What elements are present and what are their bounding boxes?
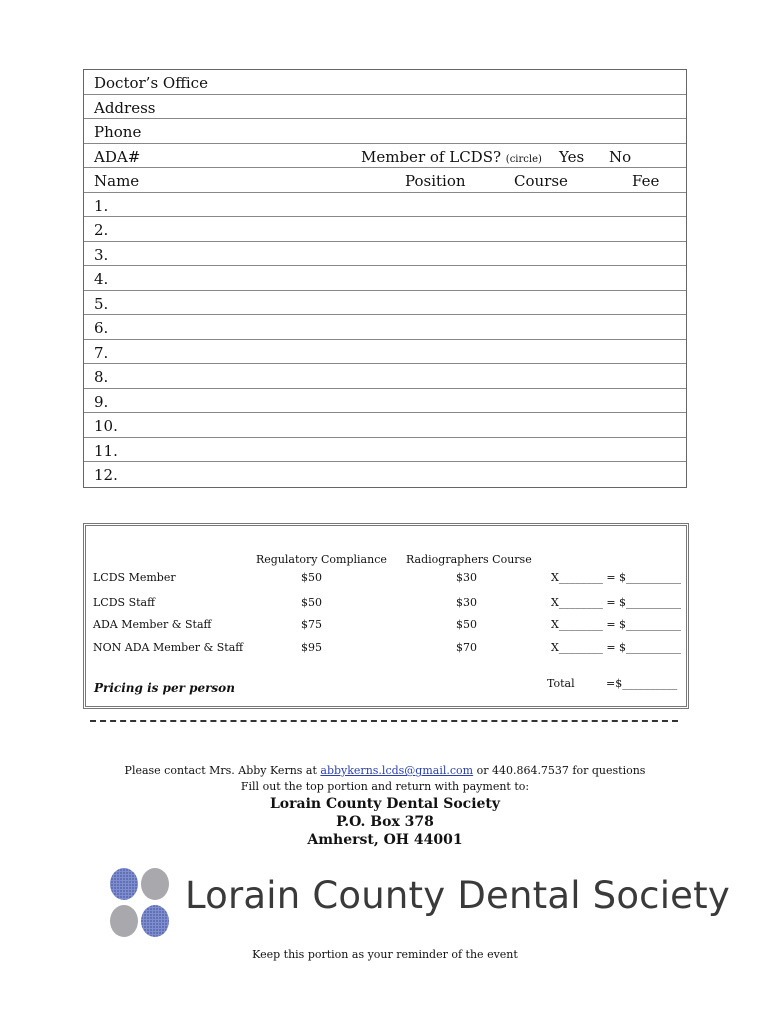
four-circles-logo-icon <box>108 866 172 940</box>
mailing-po-box: P.O. Box 378 <box>336 814 434 830</box>
non-ada-member-staff-label: NON ADA Member & Staff <box>93 641 244 654</box>
attendee-row[interactable] <box>84 291 686 316</box>
row-number: 10. <box>94 417 118 435</box>
no-option[interactable]: No <box>609 147 632 166</box>
row-number: 7. <box>94 343 109 362</box>
fee-column-header: Fee <box>632 172 660 190</box>
yes-option[interactable]: Yes <box>559 147 585 166</box>
attendee-row[interactable] <box>84 340 686 365</box>
lcds-staff-label: LCDS Staff <box>93 596 155 609</box>
pricing-box <box>83 523 689 709</box>
logo-wordmark: Lorain County Dental Society <box>185 874 730 917</box>
lcds-staff-regulatory-price: $50 <box>301 596 322 609</box>
doctors-office-label: Doctor’s Office <box>94 74 208 92</box>
mailing-org-name: Lorain County Dental Society <box>269 796 501 812</box>
logo-circle-top-left <box>110 868 138 900</box>
position-column-header: Position <box>405 172 466 190</box>
organization-logo <box>108 866 730 942</box>
course-column-header: Course <box>514 172 568 190</box>
registration-form-table <box>83 69 687 488</box>
attendee-row[interactable] <box>84 266 686 291</box>
row-number: 8. <box>94 368 109 386</box>
lcds-staff-quantity-field[interactable]: X________ = $__________ <box>551 596 682 609</box>
row-number: 6. <box>94 319 109 337</box>
ada-member-staff-label: ADA Member & Staff <box>93 618 212 631</box>
row-number: 5. <box>94 294 109 313</box>
attendee-row[interactable] <box>84 315 686 340</box>
row-number: 4. <box>94 270 109 288</box>
attendee-row[interactable] <box>84 242 686 267</box>
attendee-row[interactable] <box>84 193 686 218</box>
logo-circle-top-right <box>141 868 169 900</box>
ada-label: ADA# <box>94 147 141 166</box>
contact-line <box>0 764 770 777</box>
ada-row[interactable] <box>84 144 686 169</box>
reminder-note: Keep this portion as your reminder of the event <box>252 948 518 961</box>
ada-member-staff-quantity-field[interactable]: X________ = $__________ <box>551 618 682 631</box>
row-number: 2. <box>94 221 109 239</box>
phone-label: Phone <box>94 123 142 141</box>
doctors-office-row[interactable] <box>84 70 686 95</box>
circle-note: (circle) <box>505 153 542 165</box>
lcds-staff-radiographers-price: $30 <box>456 596 477 609</box>
pricing-note: Pricing is per person <box>94 681 235 695</box>
total-field[interactable]: =$__________ <box>606 677 678 690</box>
radiographers-header: Radiographers Course <box>406 553 532 566</box>
non-ada-member-staff-quantity-field[interactable]: X________ = $__________ <box>551 641 682 654</box>
lcds-member-radiographers-price: $30 <box>456 571 477 584</box>
non-ada-member-staff-regulatory-price: $95 <box>301 641 322 654</box>
contact-email-link[interactable]: abbykerns.lcds@gmail.com <box>320 764 474 777</box>
attendee-row[interactable] <box>84 413 686 438</box>
fill-instruction: Fill out the top portion and return with payment to: <box>240 780 530 793</box>
total-label: Total <box>547 677 575 690</box>
attendee-row[interactable] <box>84 217 686 242</box>
logo-circle-bottom-right <box>141 905 169 937</box>
ada-member-staff-radiographers-price: $50 <box>456 618 477 631</box>
row-number: 1. <box>94 196 109 215</box>
attendee-row[interactable] <box>84 364 686 389</box>
non-ada-member-staff-radiographers-price: $70 <box>456 641 477 654</box>
row-number: 12. <box>94 466 118 484</box>
contact-prefix: Please contact Mrs. Abby Kerns at <box>124 764 321 777</box>
lcds-member-label: LCDS Member <box>93 571 176 584</box>
address-row[interactable] <box>84 95 686 120</box>
address-label: Address <box>94 98 156 117</box>
phone-row[interactable] <box>84 119 686 144</box>
attendee-row[interactable] <box>84 462 686 487</box>
contact-suffix: or 440.864.7537 for questions <box>473 764 646 777</box>
lcds-member-quantity-field[interactable]: X________ = $__________ <box>551 571 682 584</box>
lcds-member-regulatory-price: $50 <box>301 571 322 584</box>
row-number: 9. <box>94 392 109 411</box>
row-number: 11. <box>94 441 118 460</box>
attendee-row[interactable] <box>84 438 686 463</box>
cut-line-divider <box>90 720 678 722</box>
row-number: 3. <box>94 245 109 264</box>
mailing-city: Amherst, OH 44001 <box>307 832 463 848</box>
column-header-row <box>84 168 686 193</box>
regulatory-header: Regulatory Compliance <box>256 553 387 566</box>
member-lcds-text: Member of LCDS? <box>361 147 502 166</box>
attendee-row[interactable] <box>84 389 686 414</box>
ada-member-staff-regulatory-price: $75 <box>301 618 322 631</box>
logo-circle-bottom-left <box>110 905 138 937</box>
name-column-header: Name <box>94 172 140 190</box>
